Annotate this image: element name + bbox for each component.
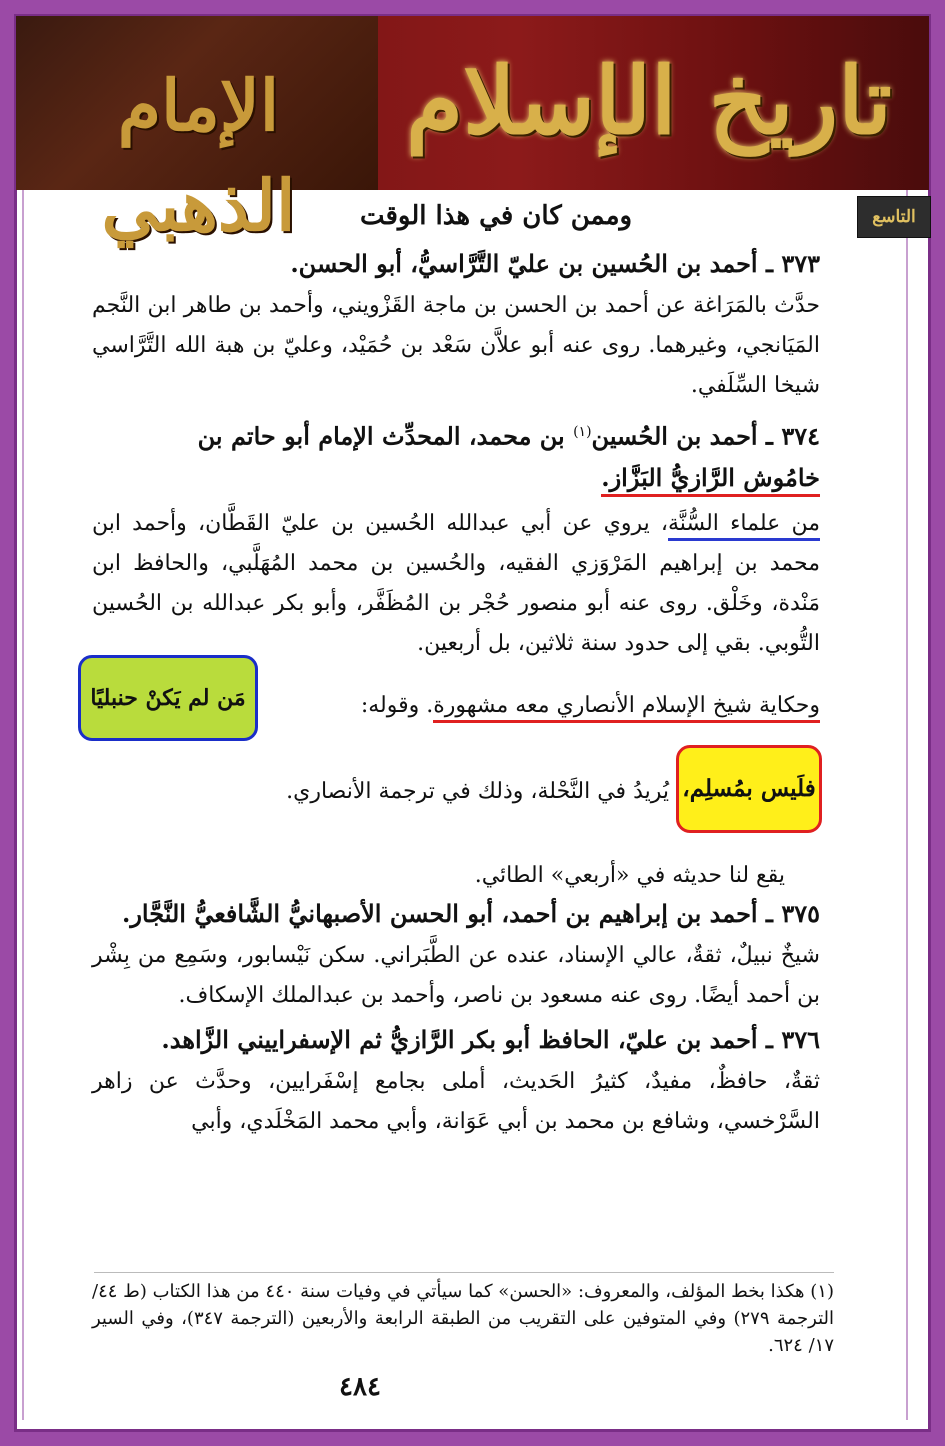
entry-375 [92, 894, 820, 1016]
page-number: ٤٨٤ [339, 1372, 381, 1402]
section-heading: وممن كان في هذا الوقت [359, 201, 633, 231]
entry-374-heading-part2: بن محمد، المحدِّث الإمام أبو حاتم بن [197, 421, 574, 451]
banner-subtitle: الإمام الذهبي [101, 64, 296, 247]
banner-title: تاريخ الإسلام [406, 47, 892, 155]
entry-376-heading: ٣٧٦ ـ أحمد بن عليّ، الحافظ أبو بكر الرَّازيُّ ثم الإسفراييني الزَّاهد. [161, 1025, 820, 1054]
entry-374-after-yellow: يُريدُ في النَّحْلة، وذلك في ترجمة الأنصاري. [286, 779, 669, 804]
page-content [92, 190, 820, 726]
entry-374-story-underlined: وحكاية شيخ الإسلام الأنصاري معه مشهورة [433, 693, 820, 723]
entry-376 [92, 1020, 820, 1142]
footnote-ref[interactable]: (١) [573, 424, 592, 440]
entry-374-body [92, 504, 820, 664]
entry-374-heading [92, 412, 820, 500]
volume-badge: التاسع [857, 196, 931, 238]
footnote-separator [94, 1272, 834, 1273]
page-content-lower [92, 894, 820, 1142]
highlight-yellow-quote: فلَيس بمُسلِم، [676, 745, 822, 833]
entry-374-story-after: . وقوله: [360, 693, 434, 719]
entry-374-sunnah-underlined: من علماء السُّنَّة [668, 511, 820, 541]
entry-374-heading-part1: ٣٧٤ ـ أحمد بن الحُسين [591, 421, 820, 451]
entry-374-body-text: ، يروي عن أبي عبدالله الحُسين بن عليّ القَطَّان، وأحمد ابن محمد بن إبراهيم المَرْوَزي الفقيه، والحُسين بن محمد المُهَلَّبي، والحافظ ابن مَنْدة، وخَلْق. روى عنه أبو منصور حُجْر بن المُظَفَّر، وأبو بكر عبدالله بن الحُسين التُّوبي. بقي إلى حدود سنة ثلاثين، بل أربعين. [92, 511, 820, 657]
entry-374-closing: يقع لنا حديثه في «أربعي» الطائي. [474, 863, 785, 888]
entry-376-body: ثقةٌ، حافظٌ، مفيدٌ، كثيرُ الحَديث، أملى بجامع إسْفَرايين، وحدَّث عن زاهر السَّرْخسي، وشافع بن محمد بن أبي عَوَانة، وأبي محمد المَخْلَدي، وأبي [92, 1069, 820, 1134]
highlight-green-quote: مَن لم يَكنْ حنبليًا [78, 655, 258, 741]
entry-374-heading-line2: خامُوش الرَّازيُّ البَزَّاز. [601, 463, 820, 497]
footnote: (١) هكذا بخط المؤلف، والمعروف: «الحسن» كما سيأتي في وفيات سنة ٤٤٠ من هذا الكتاب (ط ٤٤/الترجمة ٢٧٩) وفي المتوفين على التقريب من الطبقة الرابعة والأربعين (الترجمة ٣٤٧)، وفي السير ١٧/ ٦٢٤. [92, 1281, 834, 1356]
entry-373-body: حدَّث بالمَرَاغة عن أحمد بن الحسن بن ماجة القَزْويني، وأحمد بن طاهر ابن النَّجم المَيَانجي، وغيرهما. روى عنه أبو علاَّن سَعْد بن حُمَيْد، وعليّ بن هبة الله التَّرَّاسي شيخا السِّلَفي. [92, 293, 820, 398]
entry-373-heading: ٣٧٣ ـ أحمد بن الحُسين بن عليّ التَّرَّاسيُّ، أبو الحسن. [290, 249, 820, 278]
entry-375-body: شيخٌ نبيلٌ، ثقةٌ، عالي الإسناد، عنده عن الطَّبَراني. سكن نَيْسابور، وسَمِع من بِشْر بن أحمد أيضًا. روى عنه مسعود بن ناصر، وأحمد بن عبدالملك الإسكاف. [92, 943, 820, 1008]
entry-373 [92, 244, 820, 406]
entry-375-heading: ٣٧٥ ـ أحمد بن إبراهيم بن أحمد، أبو الحسن الأصبهانيُّ الشَّافعيُّ النَّجَّار. [121, 899, 820, 928]
